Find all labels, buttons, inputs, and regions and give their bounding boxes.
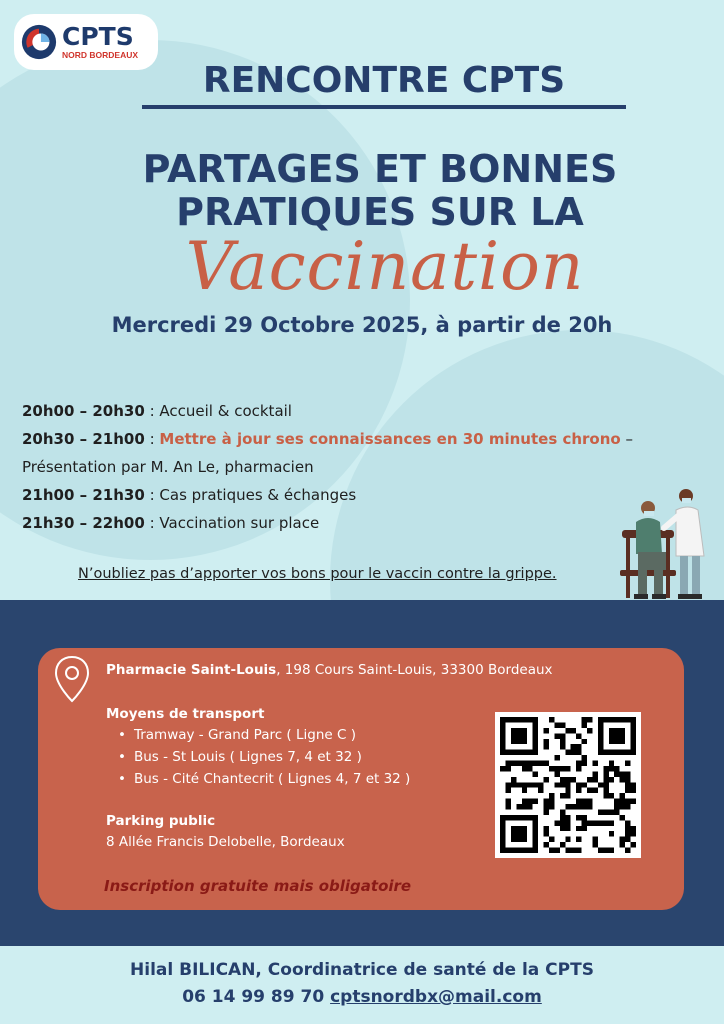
parking-address: 8 Allée Francis Delobelle, Bordeaux: [106, 834, 345, 850]
location-pin-icon: [52, 654, 92, 704]
agenda-item: [22, 481, 712, 509]
agenda-sep: :: [144, 486, 160, 504]
transport-list: [118, 724, 410, 790]
venue-address: [106, 662, 553, 678]
cpts-logo: [14, 14, 158, 70]
event-title-line1: PARTAGES ET BONNES: [142, 147, 618, 191]
event-script-word: Vaccination: [185, 228, 585, 305]
event-date: Mercredi 29 Octobre 2025, à partir de 20h: [111, 313, 613, 337]
agenda: [22, 397, 712, 537]
qr-code-icon: [500, 717, 636, 853]
agenda-item: [22, 453, 712, 481]
agenda-time: 21h30 – 22h00: [22, 514, 145, 532]
event-title: [80, 148, 680, 234]
logo-name: CPTS: [62, 22, 134, 52]
vaccination-illustration: [616, 486, 720, 602]
agenda-time: 20h30 – 21h00: [22, 430, 145, 448]
venue-street: , 198 Cours Saint-Louis, 33300 Bordeaux: [276, 662, 553, 678]
list-item: • Bus - Cité Chantecrit ( Lignes 4, 7 et 32 ): [118, 768, 410, 790]
list-item: • Tramway - Grand Parc ( Ligne C ): [118, 724, 410, 746]
agenda-highlight: Mettre à jour ses connaissances en 30 minutes chrono: [159, 430, 621, 448]
qr-code[interactable]: [495, 712, 641, 858]
reminder-note: N’oubliez pas d’apporter vos bons pour le vaccin contre la grippe.: [78, 566, 557, 582]
contact-name: Hilal BILICAN, Coordinatrice de santé de la CPTS: [130, 960, 594, 980]
agenda-text: Cas pratiques & échanges: [159, 486, 357, 504]
agenda-item: [22, 509, 712, 537]
signup-note: Inscription gratuite mais obligatoire: [104, 877, 412, 895]
agenda-time: 20h00 – 20h30: [22, 402, 145, 420]
venue-name: Pharmacie Saint-Louis: [106, 662, 277, 678]
agenda-item: [22, 397, 712, 425]
transport-title: Moyens de transport: [106, 706, 265, 722]
contact-email-link[interactable]: cptsnordbx@mail.com: [330, 987, 542, 1007]
agenda-sep: :: [144, 402, 160, 420]
list-item: • Bus - St Louis ( Lignes 7, 4 et 32 ): [118, 746, 410, 768]
agenda-item: [22, 425, 712, 453]
contact-phone: 06 14 99 89 70: [182, 987, 325, 1007]
agenda-sep: :: [144, 514, 160, 532]
agenda-text: –: [620, 430, 634, 448]
logo-mark-icon: [20, 23, 58, 61]
parking-title: Parking public: [106, 813, 216, 829]
event-title-line2: PRATIQUES SUR LA: [176, 190, 584, 234]
event-kicker: RENCONTRE CPTS: [142, 60, 626, 109]
agenda-text: Vaccination sur place: [159, 514, 320, 532]
agenda-time: 21h00 – 21h30: [22, 486, 145, 504]
agenda-text: Présentation par M. An Le, pharmacien: [22, 458, 314, 476]
contact-info: [0, 987, 724, 1007]
logo-subtitle: NORD BORDEAUX: [62, 50, 139, 61]
agenda-text: Accueil & cocktail: [159, 402, 292, 420]
venue-card: [38, 648, 684, 910]
agenda-sep: :: [144, 430, 160, 448]
